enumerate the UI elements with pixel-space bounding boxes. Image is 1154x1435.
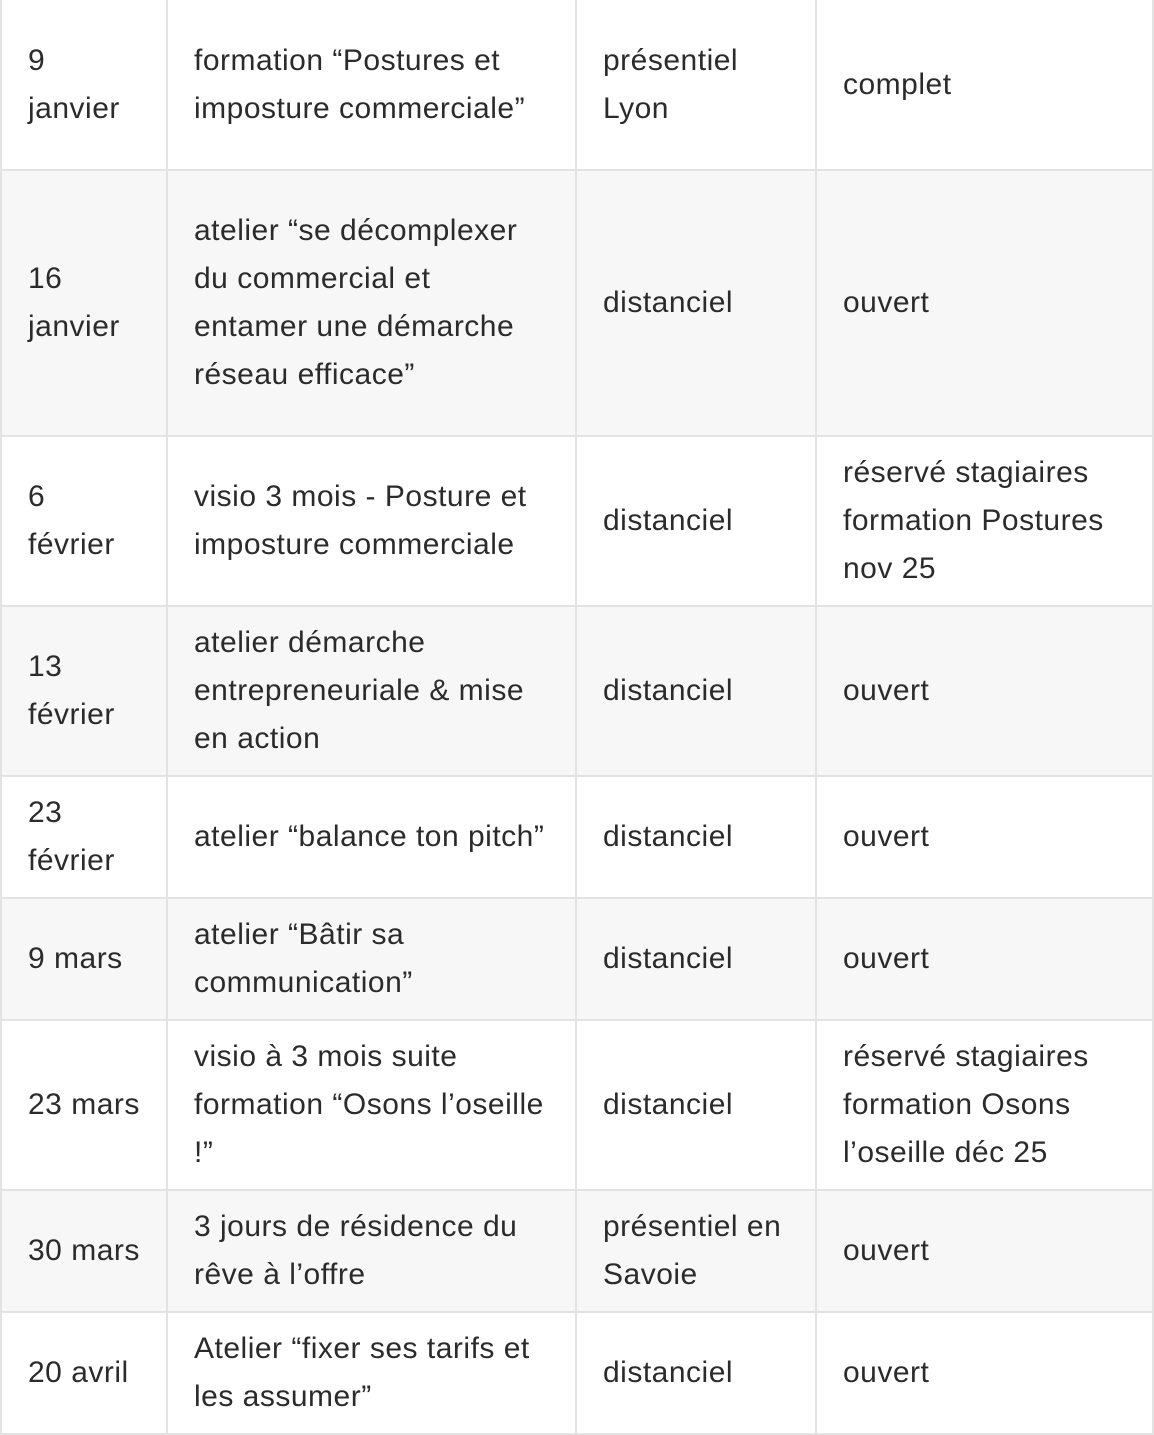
table-row: [1, 776, 1153, 898]
table-row: [1, 170, 1153, 436]
table-row: [1, 606, 1153, 776]
status-cell: ouvert: [816, 898, 1153, 1020]
status-cell: ouvert: [816, 1190, 1153, 1312]
mode-cell: distanciel: [576, 1312, 816, 1434]
table-row: [1, 1020, 1153, 1190]
date-cell: 9 mars: [1, 898, 167, 1020]
date-cell: 30 mars: [1, 1190, 167, 1312]
status-cell: ouvert: [816, 1312, 1153, 1434]
table-row: [1, 0, 1153, 170]
event-cell: atelier “balance ton pitch”: [167, 776, 576, 898]
event-cell: formation “Postures et imposture commerciale”: [167, 0, 576, 170]
mode-cell: présentiel Lyon: [576, 0, 816, 170]
table-row: [1, 436, 1153, 606]
mode-cell: distanciel: [576, 436, 816, 606]
table-row: [1, 1190, 1153, 1312]
event-cell: 3 jours de résidence du rêve à l’offre: [167, 1190, 576, 1312]
date-cell: 16 janvier: [1, 170, 167, 436]
event-cell: atelier démarche entrepreneuriale & mise en action: [167, 606, 576, 776]
event-cell: atelier “se décomplexer du commercial et entamer une démarche réseau efficace”: [167, 170, 576, 436]
mode-cell: distanciel: [576, 776, 816, 898]
event-cell: Atelier “fixer ses tarifs et les assumer”: [167, 1312, 576, 1434]
mode-cell: distanciel: [576, 898, 816, 1020]
mode-cell: distanciel: [576, 1020, 816, 1190]
date-cell: 20 avril: [1, 1312, 167, 1434]
mode-cell: distanciel: [576, 606, 816, 776]
status-cell: ouvert: [816, 776, 1153, 898]
status-cell: réservé stagiaires formation Postures nov 25: [816, 436, 1153, 606]
event-cell: atelier “Bâtir sa communication”: [167, 898, 576, 1020]
status-cell: complet: [816, 0, 1153, 170]
mode-cell: distanciel: [576, 170, 816, 436]
date-cell: 23 février: [1, 776, 167, 898]
mode-cell: présentiel en Savoie: [576, 1190, 816, 1312]
status-cell: réservé stagiaires formation Osons l’oseille déc 25: [816, 1020, 1153, 1190]
status-cell: ouvert: [816, 170, 1153, 436]
date-cell: 9 janvier: [1, 0, 167, 170]
date-cell: 13 février: [1, 606, 167, 776]
date-cell: 6 février: [1, 436, 167, 606]
event-cell: visio 3 mois - Posture et imposture commerciale: [167, 436, 576, 606]
table-row: [1, 898, 1153, 1020]
status-cell: ouvert: [816, 606, 1153, 776]
table-row: [1, 1312, 1153, 1434]
date-cell: 23 mars: [1, 1020, 167, 1190]
event-cell: visio à 3 mois suite formation “Osons l’oseille !”: [167, 1020, 576, 1190]
